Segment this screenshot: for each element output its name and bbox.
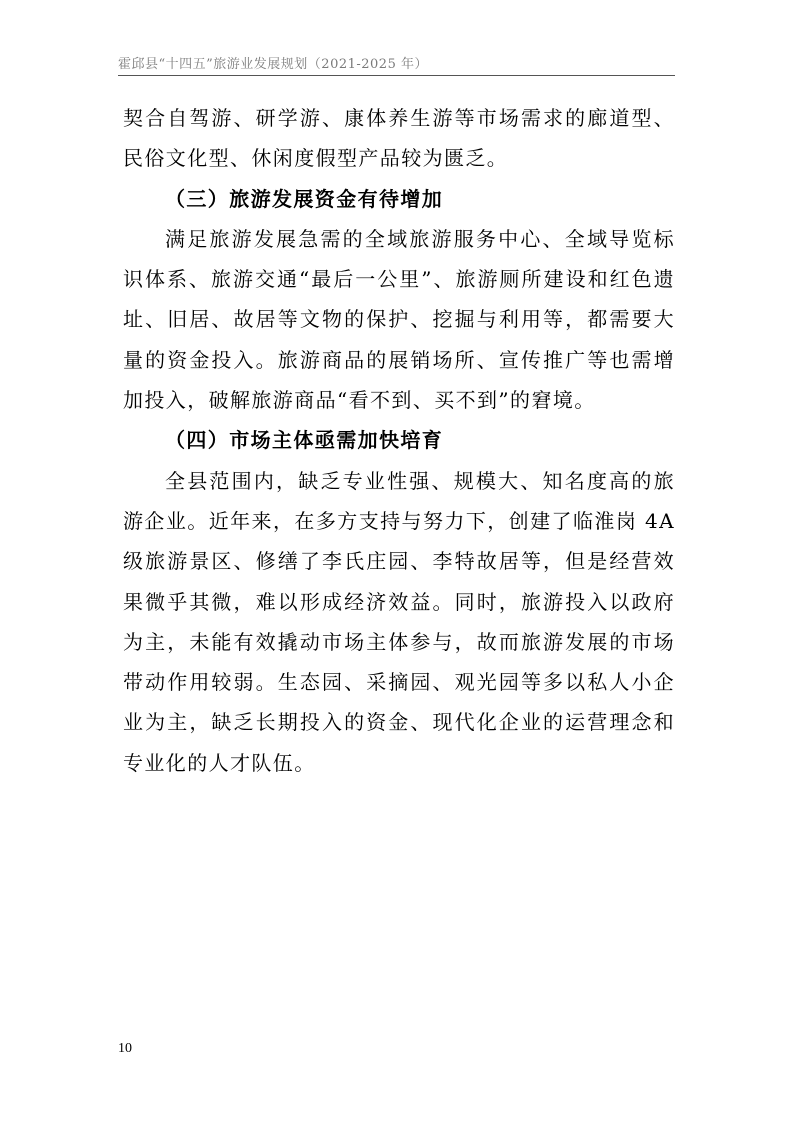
paragraph-continued: 契合自驾游、研学游、康体养生游等市场需求的廊道型、民俗文化型、休闲度假型产品较为匮乏。	[123, 106, 675, 171]
section-heading-4: （四）市场主体亟需加快培育	[165, 428, 444, 453]
document-body	[123, 98, 675, 783]
header-divider	[118, 75, 675, 76]
section-4-paragraph: 全县范围内，缺乏专业性强、规模大、知名度高的旅游企业。近年来，在多方支持与努力下，创建了临淮岗 4A 级旅游景区、修缮了李氏庄园、李特故居等，但是经营效果微乎其微，难以形成经济效益。同时，旅游投入以政府为主，未能有效撬动市场主体参与，故而旅游发展的市场带动作用较弱。生态园、采摘园、观光园等多以私人小企业为主，缺乏长期投入的资金、现代化企业的运营理念和专业化的人才队伍。	[123, 468, 675, 775]
section-3-paragraph: 满足旅游发展急需的全域旅游服务中心、全域导览标识体系、旅游交通“最后一公里”、旅游厕所建设和红色遗址、旧居、故居等文物的保护、挖掘与利用等，都需要大量的资金投入。旅游商品的展销场所、宣传推广等也需增加投入，破解旅游商品“看不到、买不到”的窘境。	[123, 226, 675, 413]
section-heading-3: （三）旅游发展资金有待增加	[165, 186, 444, 211]
running-header: 霍邱县“十四五”旅游业发展规划（2021-2025 年）	[118, 57, 428, 72]
page-number: 10	[118, 1041, 132, 1056]
